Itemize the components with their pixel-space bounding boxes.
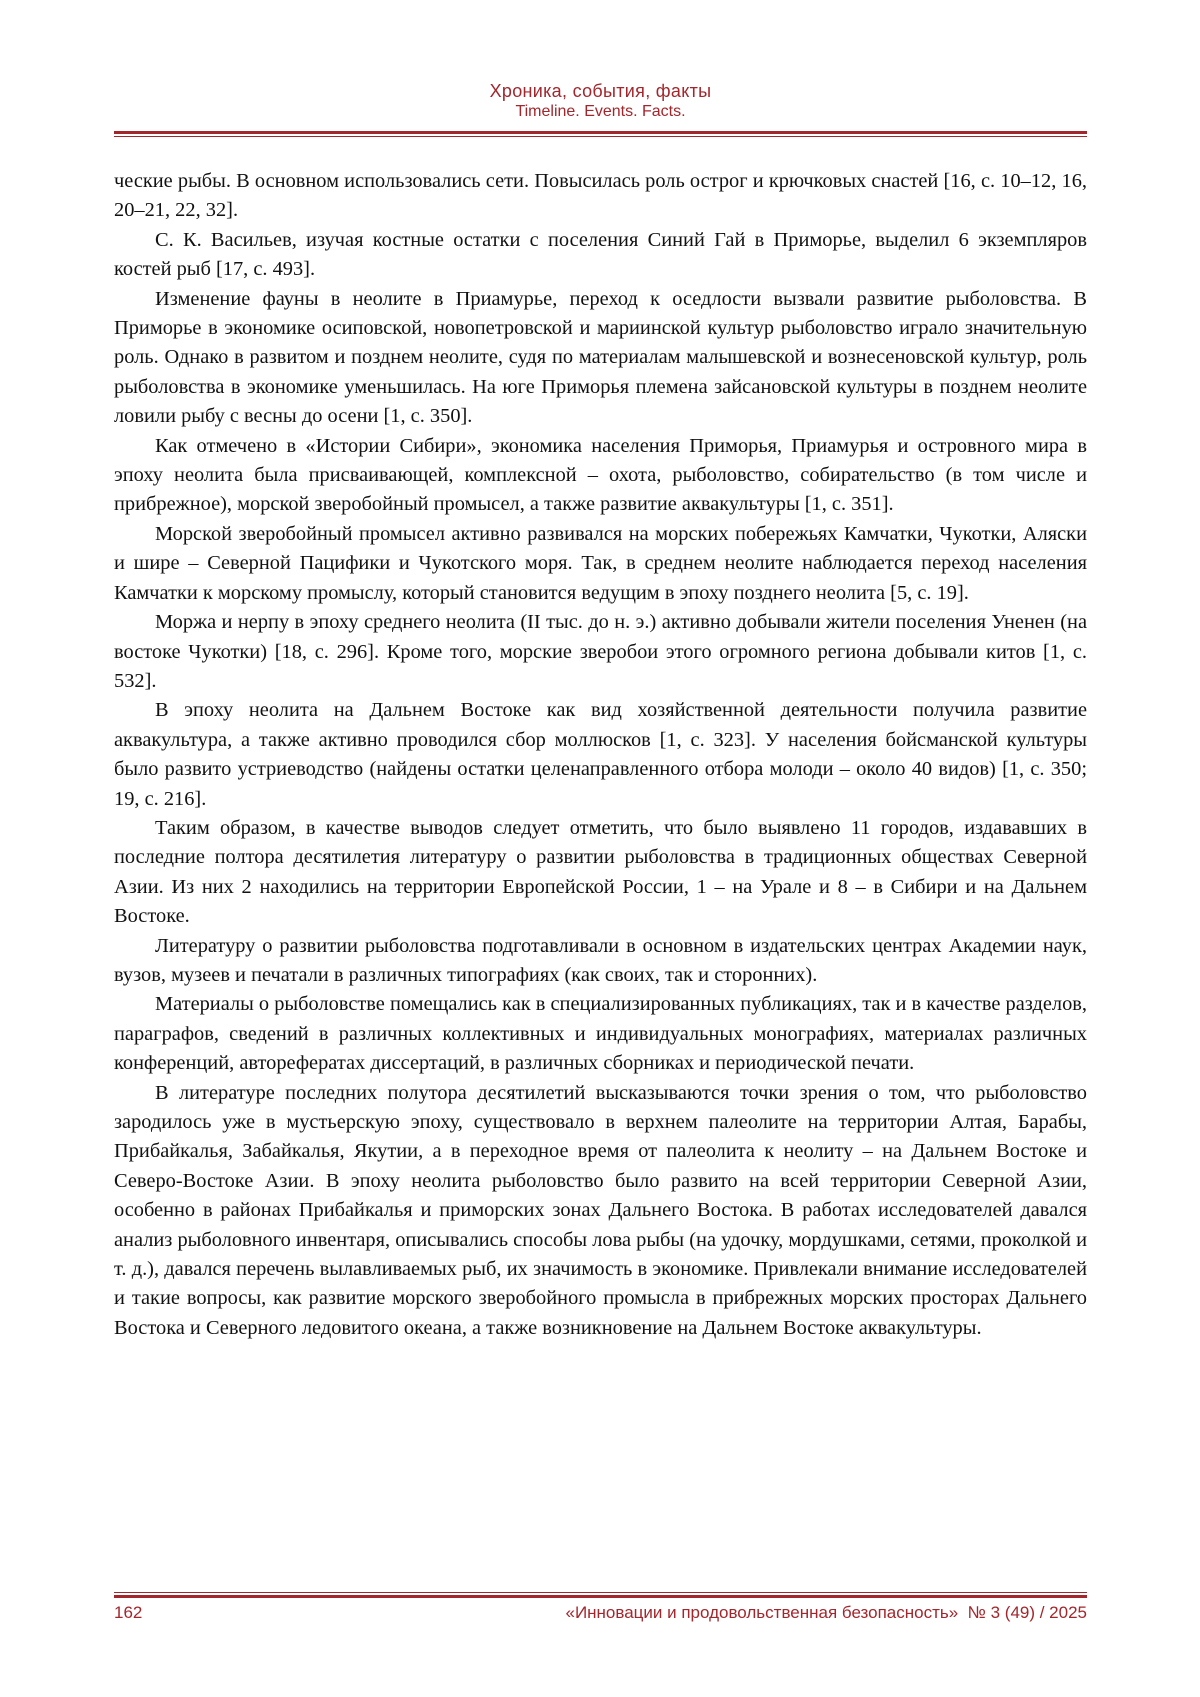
running-footer [114, 1602, 1087, 1624]
paragraph: В эпоху неолита на Дальнем Востоке как вид хозяйственной деятельности получила развитие аквакультура, а также активно проводился сбор моллюсков [1, с. 323]. У населения бойсманской культуры было развито устриеводство (найдены остатки целенаправленного отбора молоди – около 40 видов) [1, с. 350; 19, с. 216]. [114, 699, 1087, 810]
header-title-en: Timeline. Events. Facts. [515, 103, 686, 120]
paragraph: Материалы о рыболовстве помещались как в специализированных публикациях, так и в качестве разделов, параграфов, сведений в различных коллективных и индивидуальных монографиях, материалах различных конференций, авторефератах диссертаций, в различных сборниках и периодической печати. [114, 993, 1087, 1075]
paragraph-continued: ческие рыбы. В основном использовались сети. Повысилась роль острог и крючковых снастей [16, с. 10–12, 16, 20–21, 22, 32]. [114, 170, 1087, 222]
paragraph: Морской зверобойный промысел активно развивался на морских побережьях Камчатки, Чукотки, Аляски и шире – Северной Пацифики и Чукотского моря. Так, в среднем неолите наблюдается переход населения Камчатки к морскому промыслу, который становится ведущим в эпоху позднего неолита [5, с. 19]. [114, 522, 1087, 604]
running-header [114, 80, 1087, 122]
header-rule [114, 131, 1087, 137]
article-body [114, 167, 1087, 1343]
paragraph: Изменение фауны в неолите в Приамурье, переход к оседлости вызвали развитие рыболовства. В Приморье в экономике осиповской, новопетровской и мариинской культур рыболовство играло значительную роль. Однако в развитом и позднем неолите, судя по материалам малышевской и вознесеновской культур, роль рыболовства в экономике уменьшилась. На юге Приморья племена зайсановской культуры в позднем неолите ловили рыбу с весны до осени [1, с. 350]. [114, 287, 1087, 428]
journal-citation: «Инновации и продовольственная безопасность» № 3 (49) / 2025 [565, 1603, 1087, 1622]
paragraph: В литературе последних полутора десятилетий высказываются точки зрения о том, что рыболовство зародилось уже в мустьерскую эпоху, существовало в верхнем палеолите на территории Алтая, Барабы, Прибайкалья, Забайкалья, Якутии, а в переходное время от палеолита к неолиту – на Дальнем Востоке и Северо-Востоке Азии. В эпоху неолита рыболовство было развито на всей территории Северной Азии, особенно в районах Прибайкалья и приморских зонах Дальнего Востока. В работах исследователей давался анализ рыболовного инвентаря, описывались способы лова рыбы (на удочку, мордушками, сетями, проколкой и т. д.), давался перечень вылавливаемых рыб, их значимость в экономике. Привлекали внимание исследователей и такие вопросы, как развитие морского зверобойного промысла в прибрежных морских просторах Дальнего Востока и Северного ледовитого океана, а также возникновение на Дальнем Востоке аквакультуры. [114, 1081, 1087, 1339]
paragraph: Литературу о развитии рыболовства подготавливали в основном в издательских центрах Академии наук, вузов, музеев и печатали в различных типографиях (как своих, так и сторонних). [114, 934, 1087, 986]
paragraph: Как отмечено в «Истории Сибири», экономика населения Приморья, Приамурья и островного мира в эпоху неолита была присваивающей, комплексной – охота, рыболовство, собирательство (в том числе и прибрежное), морской зверобойный промысел, а также развитие аквакультуры [1, с. 351]. [114, 434, 1087, 516]
page-number: 162 [114, 1603, 143, 1622]
paragraph: С. К. Васильев, изучая костные остатки с поселения Синий Гай в Приморье, выделил 6 экземпляров костей рыб [17, с. 493]. [114, 228, 1087, 281]
footer-rule [114, 1592, 1087, 1598]
paragraph: Таким образом, в качестве выводов следует отметить, что было выявлено 11 городов, издававших в последние полтора десятилетия литературу о развитии рыболовства в традиционных обществах Северной Азии. Из них 2 находились на территории Европейской России, 1 – на Урале и 8 – в Сибири и на Дальнем Востоке. [114, 816, 1087, 928]
header-title-ru: Хроника, события, факты [489, 81, 712, 101]
paragraph: Моржа и нерпу в эпоху среднего неолита (II тыс. до н. э.) активно добывали жители поселения Уненен (на востоке Чукотки) [18, с. 296]. Кроме того, морские зверобои этого огромного региона добывали китов [1, с. 532]. [114, 611, 1087, 692]
